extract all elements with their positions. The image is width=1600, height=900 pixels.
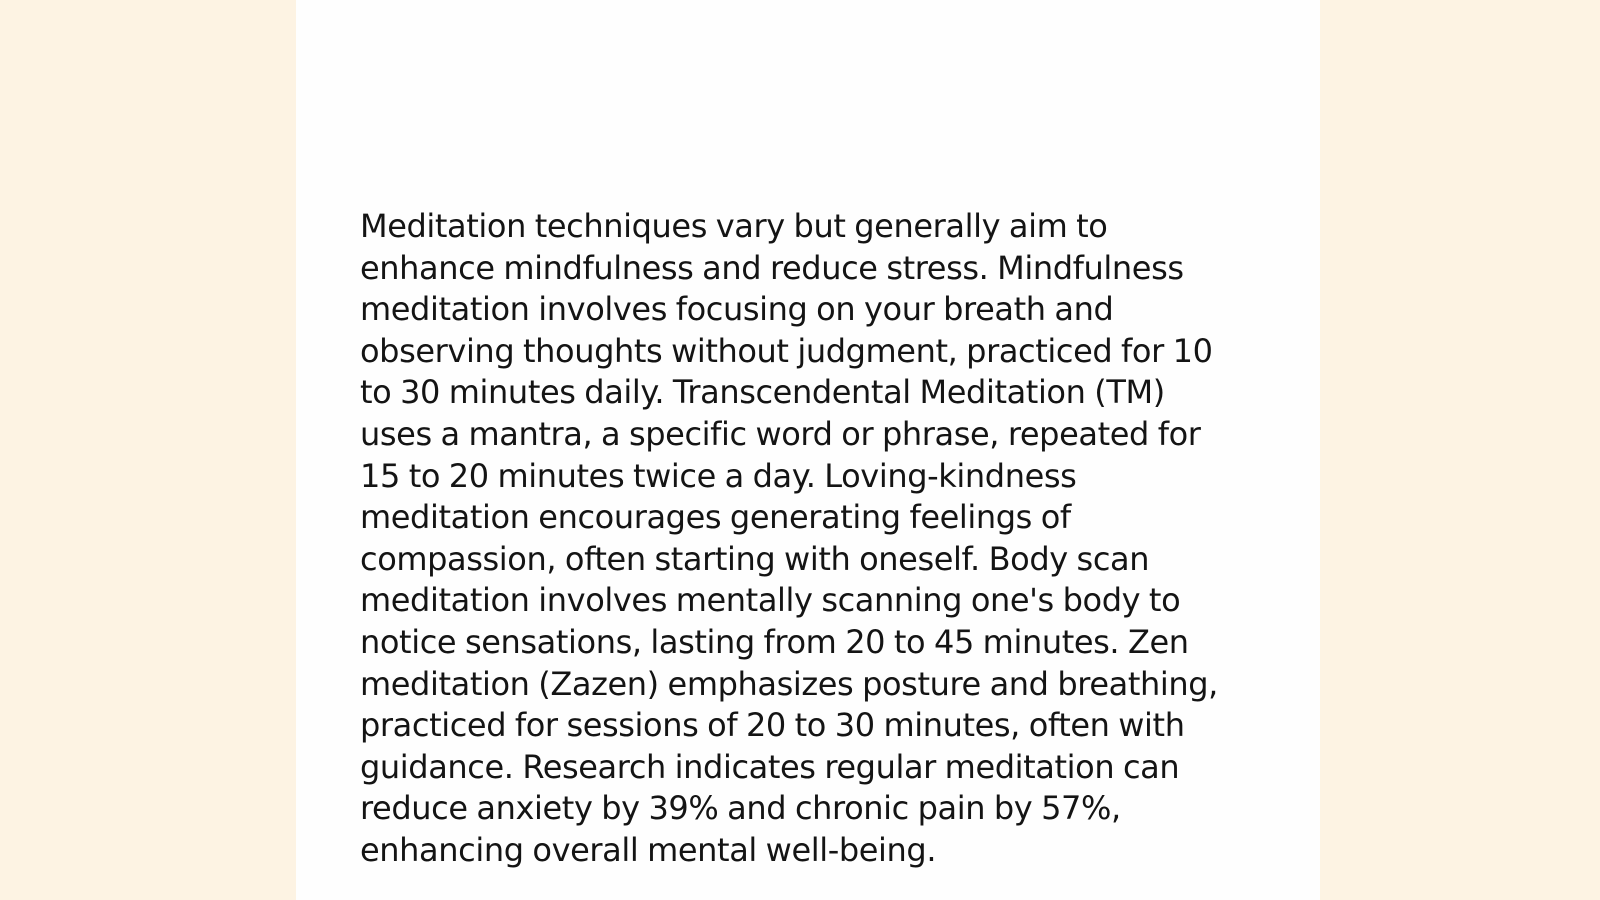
document-page — [296, 0, 1320, 900]
body-paragraph: Meditation techniques vary but generally aim to enhance mindfulness and reduce stress. Mindfulness meditation involves focusing on your breath and observing thoughts without judgment, practiced for 10 to 30 minutes daily. Transcendental Meditation (TM) uses a mantra, a specific word or phrase, repeated for 15 to 20 minutes twice a day. Loving-kindness meditation encourages generating feelings of compassion, often starting with oneself. Body scan meditation involves mentally scanning one's body to notice sensations, lasting from 20 to 45 minutes. Zen meditation (Zazen) emphasizes posture and breathing, practiced for sessions of 20 to 30 minutes, often with guidance. Research indicates regular meditation can reduce anxiety by 39% and chronic pain by 57%, enhancing overall mental well-being. — [360, 207, 1218, 869]
